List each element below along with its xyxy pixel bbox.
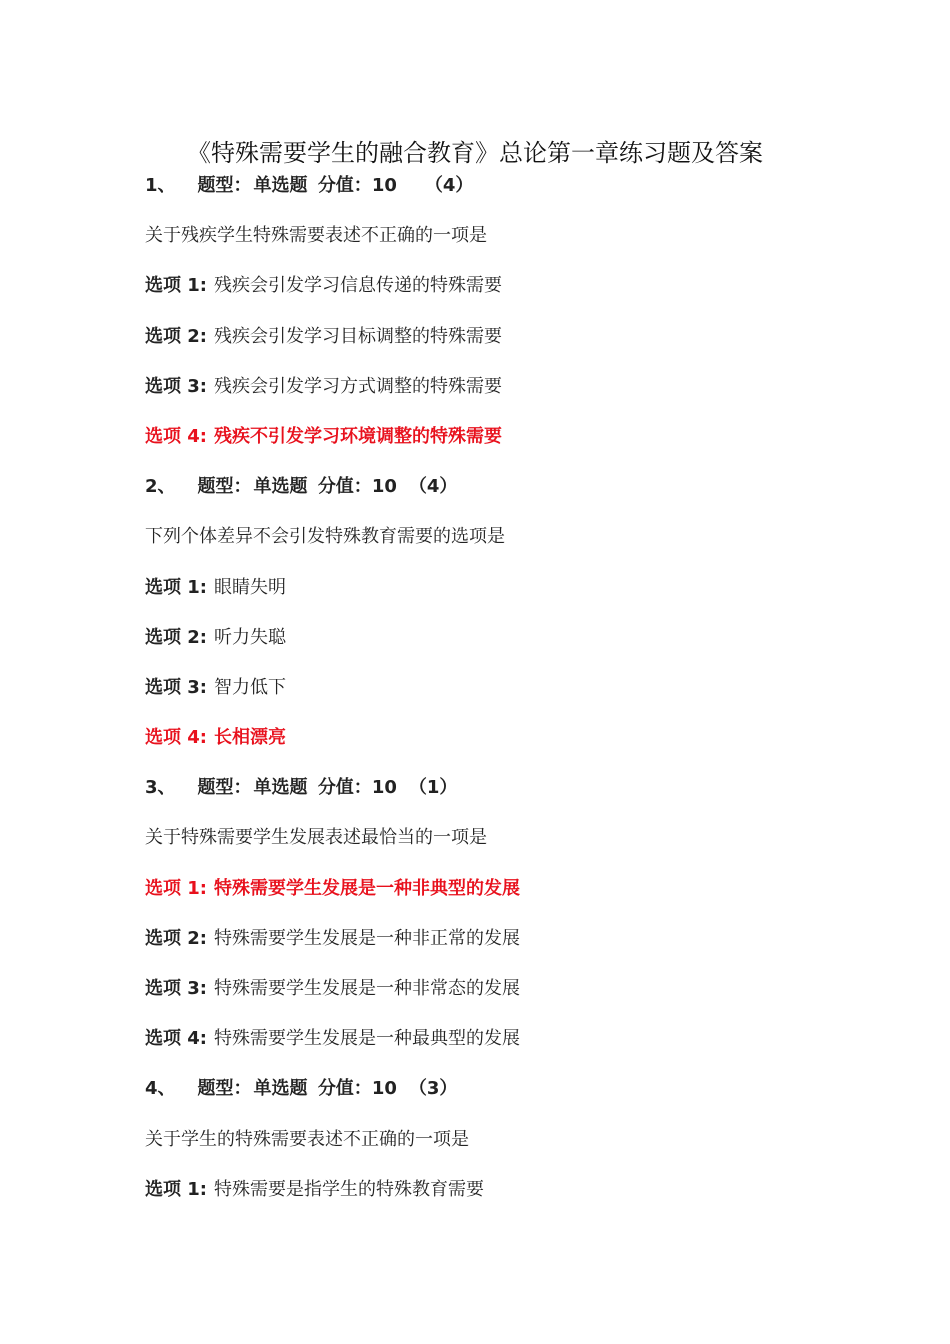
option-label: 选项 4:: [145, 727, 207, 749]
option-label: 选项 1:: [145, 576, 207, 598]
question-stem: 关于残疾学生特殊需要表述不正确的一项是: [145, 225, 487, 247]
question-type-label: 题型：: [197, 476, 252, 498]
option-line: [145, 319, 865, 369]
question-number: 1、: [145, 175, 176, 196]
question-score-value: 10: [371, 777, 397, 799]
option-label: 选项 3:: [145, 978, 207, 999]
question-score-value: 10: [371, 476, 397, 498]
option-line: [145, 369, 865, 419]
document-title: 《特殊需要学生的融合教育》总论第一章练习题及答案: [187, 139, 763, 167]
option-text: 听力失聪: [214, 626, 286, 648]
question-header: [145, 770, 865, 820]
option-text: 残疾会引发学习目标调整的特殊需要: [214, 325, 502, 347]
option-line: [145, 971, 865, 1021]
option-label: 选项 3:: [145, 375, 207, 397]
option-label: 选项 2:: [145, 626, 207, 648]
option-line: [145, 921, 865, 971]
question-type-label: 题型：: [197, 1078, 252, 1100]
option-line: [145, 268, 865, 318]
question-stem: 关于特殊需要学生发展表述最恰当的一项是: [145, 827, 487, 849]
option-label: 选项 2:: [145, 927, 207, 949]
question-header: [145, 469, 865, 519]
option-text: 眼睛失明: [214, 576, 286, 598]
option-label: 选项 3:: [145, 676, 207, 698]
option-line-correct: [145, 871, 865, 921]
option-text: 特殊需要学生发展是一种非常态的发展: [214, 978, 520, 999]
document-content: [145, 168, 865, 1222]
question-score-value: 10: [371, 175, 397, 196]
question-stem: 下列个体差异不会引发特殊教育需要的选项是: [145, 526, 505, 548]
option-text: 残疾不引发学习环境调整的特殊需要: [214, 425, 502, 447]
question-type-label: 题型：: [197, 777, 252, 799]
question-type-value: 单选题: [253, 175, 308, 196]
option-label: 选项 1:: [145, 275, 207, 297]
question-score-label: 分值：: [317, 1078, 372, 1100]
question-stem: 关于学生的特殊需要表述不正确的一项是: [145, 1128, 469, 1150]
question-score-label: 分值：: [317, 777, 372, 799]
option-text: 智力低下: [214, 676, 286, 698]
option-label: 选项 1:: [145, 877, 207, 899]
question-score-label: 分值：: [317, 175, 372, 196]
option-text: 特殊需要学生发展是一种非典型的发展: [214, 877, 520, 899]
question-type-value: 单选题: [253, 476, 308, 498]
question-answer: （1）: [408, 777, 458, 799]
question-answer: （4）: [408, 476, 458, 498]
option-line-correct: [145, 720, 865, 770]
question-score-label: 分值：: [317, 476, 372, 498]
option-text: 特殊需要是指学生的特殊教育需要: [214, 1178, 484, 1200]
option-text: 特殊需要学生发展是一种非正常的发展: [214, 927, 520, 949]
question-type-value: 单选题: [253, 1078, 308, 1100]
option-label: 选项 4:: [145, 1028, 207, 1050]
option-line: [145, 1021, 865, 1071]
question-type-value: 单选题: [253, 777, 308, 799]
question-number: 3、: [145, 777, 176, 799]
question-number: 2、: [145, 476, 176, 498]
question-answer: （3）: [408, 1078, 458, 1100]
option-text: 特殊需要学生发展是一种最典型的发展: [214, 1028, 520, 1050]
question-header: [145, 168, 865, 218]
question-number: 4、: [145, 1078, 176, 1100]
option-label: 选项 1:: [145, 1178, 207, 1200]
option-line: [145, 620, 865, 670]
question-header: [145, 1071, 865, 1121]
option-text: 残疾会引发学习方式调整的特殊需要: [214, 375, 502, 397]
option-text: 残疾会引发学习信息传递的特殊需要: [214, 275, 502, 297]
option-line: [145, 570, 865, 620]
option-line-correct: [145, 419, 865, 469]
option-line: [145, 1172, 865, 1222]
option-label: 选项 4:: [145, 425, 207, 447]
question-score-value: 10: [371, 1078, 397, 1100]
question-answer: （4）: [424, 175, 474, 196]
option-label: 选项 2:: [145, 325, 207, 347]
option-line: [145, 670, 865, 720]
option-text: 长相漂亮: [214, 727, 286, 749]
question-type-label: 题型：: [197, 175, 252, 196]
